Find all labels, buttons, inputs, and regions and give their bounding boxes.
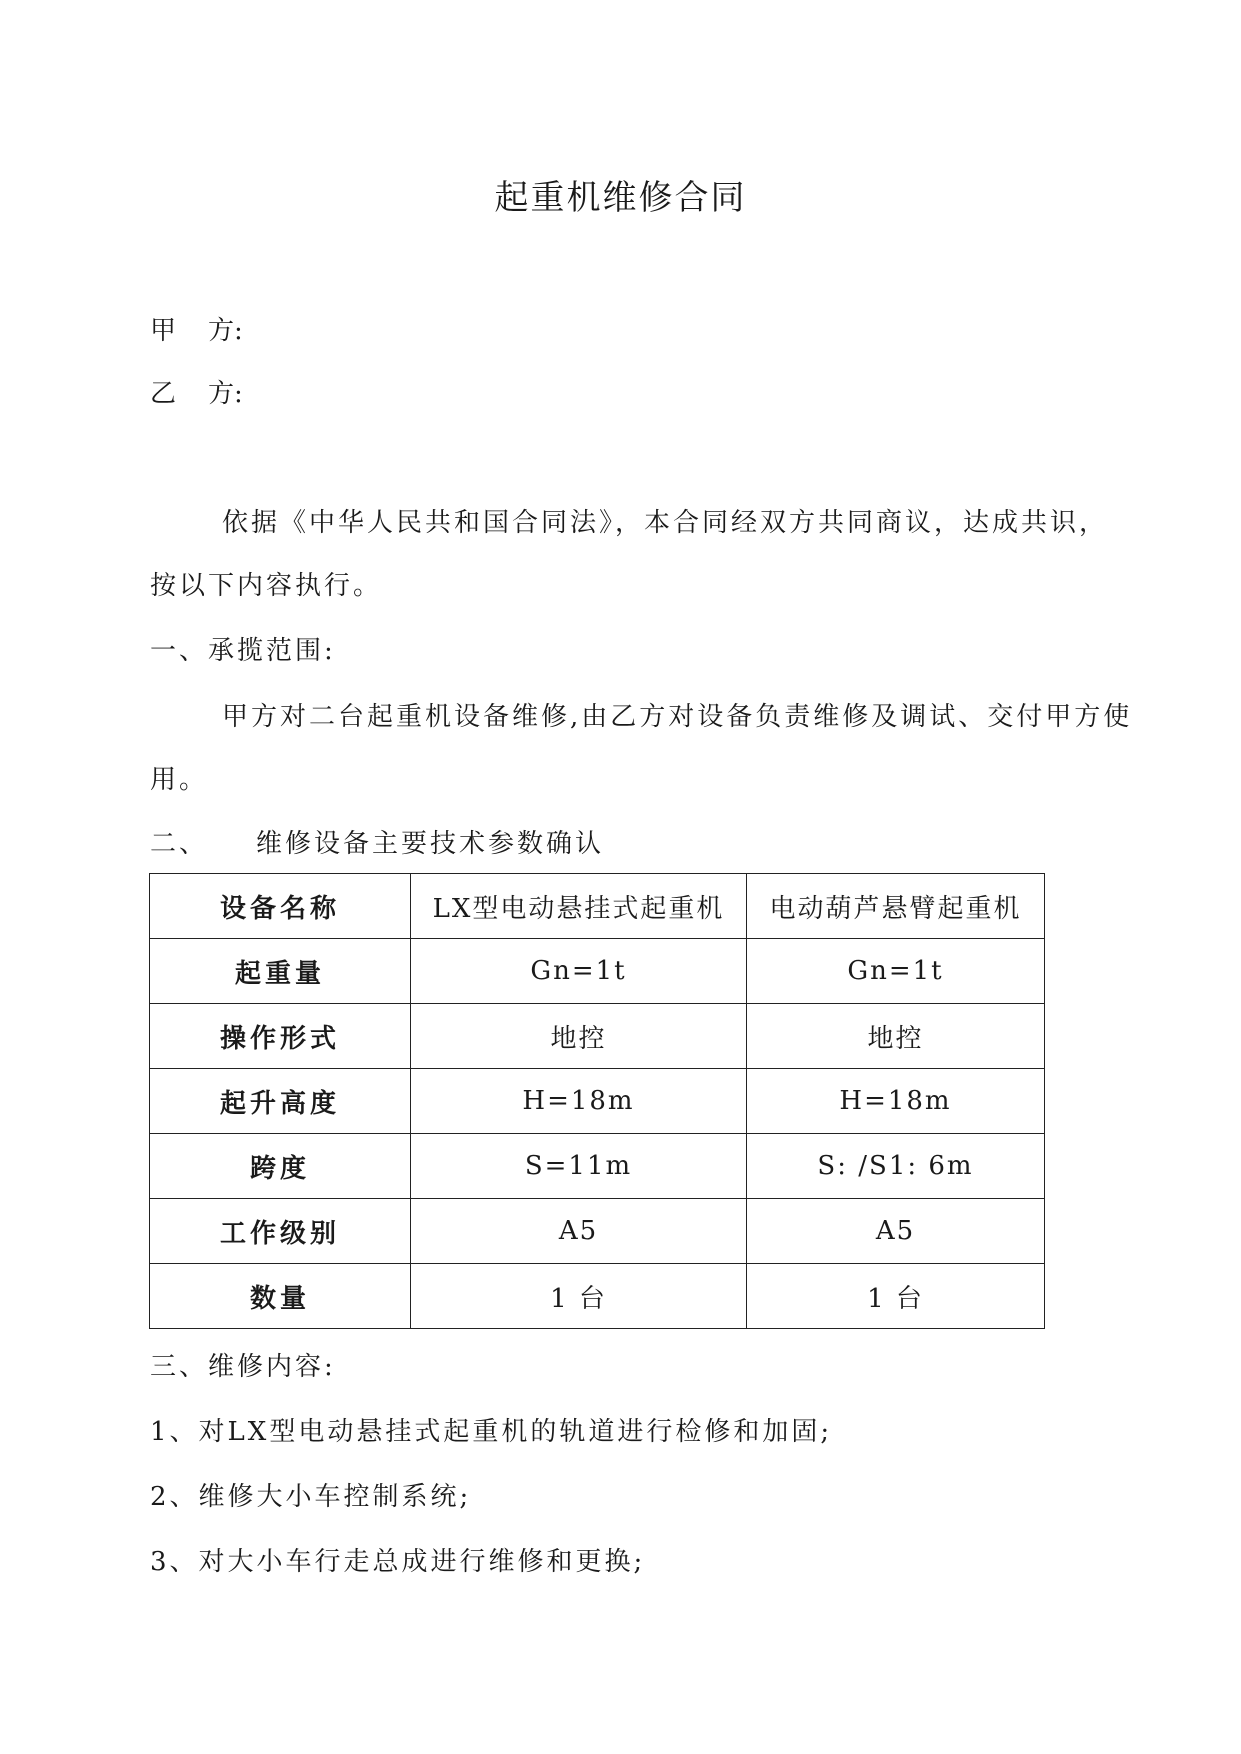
table-row bbox=[150, 1264, 1045, 1329]
intro-paragraph-line2: 按以下内容执行。 bbox=[150, 571, 383, 601]
party-a-line bbox=[150, 310, 243, 347]
section2-heading: 维修设备主要技术参数确认 bbox=[256, 829, 605, 859]
cell-lx-crane: 1 台 bbox=[411, 1264, 747, 1329]
row-label: 起重量 bbox=[150, 939, 411, 1004]
row-label: 设备名称 bbox=[150, 874, 411, 939]
intro-paragraph-line1: 依据《中华人民共和国合同法》，本合同经双方共同商议，达成共识， bbox=[222, 508, 1109, 538]
section3-item: 3、对大小车行走总成进行维修和更换; bbox=[150, 1547, 646, 1577]
cell-hoist-crane: Gn=1t bbox=[747, 939, 1045, 1004]
table-row bbox=[150, 1199, 1045, 1264]
cell-hoist-crane: S: /S1: 6m bbox=[747, 1134, 1045, 1199]
section1-heading: 一、承揽范围: bbox=[150, 636, 336, 666]
cell-lx-crane: A5 bbox=[411, 1199, 747, 1264]
row-label: 起升高度 bbox=[150, 1069, 411, 1134]
row-label: 数量 bbox=[150, 1264, 411, 1329]
cell-hoist-crane: 1 台 bbox=[747, 1264, 1045, 1329]
cell-lx-crane: Gn=1t bbox=[411, 939, 747, 1004]
section2-number: 二、 bbox=[150, 829, 209, 859]
spec-table bbox=[149, 873, 1045, 1329]
party-a-label: 方: bbox=[208, 316, 243, 346]
section3-item: 2、维修大小车控制系统; bbox=[150, 1482, 472, 1512]
row-label: 操作形式 bbox=[150, 1004, 411, 1069]
party-b-line bbox=[150, 373, 243, 410]
section1-text-line2: 用。 bbox=[150, 765, 209, 795]
cell-lx-crane: H=18m bbox=[411, 1069, 747, 1134]
section1-text-line1: 甲方对二台起重机设备维修,由乙方对设备负责维修及调试、交付甲方使 bbox=[222, 702, 1133, 732]
table-row bbox=[150, 939, 1045, 1004]
party-a-key: 甲 bbox=[150, 316, 177, 346]
row-label: 工作级别 bbox=[150, 1199, 411, 1264]
cell-hoist-crane: 地控 bbox=[747, 1004, 1045, 1069]
cell-hoist-crane: H=18m bbox=[747, 1069, 1045, 1134]
document-title: 起重机维修合同 bbox=[494, 178, 747, 218]
section3-heading: 三、维修内容: bbox=[150, 1352, 336, 1382]
cell-lx-crane: LX型电动悬挂式起重机 bbox=[411, 874, 747, 939]
cell-hoist-crane: A5 bbox=[747, 1199, 1045, 1264]
cell-hoist-crane: 电动葫芦悬臂起重机 bbox=[747, 874, 1045, 939]
cell-lx-crane: 地控 bbox=[411, 1004, 747, 1069]
table-row bbox=[150, 1069, 1045, 1134]
cell-lx-crane: S=11m bbox=[411, 1134, 747, 1199]
section2-heading-line bbox=[150, 823, 604, 860]
row-label: 跨度 bbox=[150, 1134, 411, 1199]
party-b-label: 方: bbox=[208, 379, 243, 409]
section3-item: 1、对LX型电动悬挂式起重机的轨道进行检修和加固; bbox=[150, 1417, 833, 1447]
table-row bbox=[150, 874, 1045, 939]
table-row bbox=[150, 1004, 1045, 1069]
table-row bbox=[150, 1134, 1045, 1199]
party-b-key: 乙 bbox=[150, 379, 177, 409]
